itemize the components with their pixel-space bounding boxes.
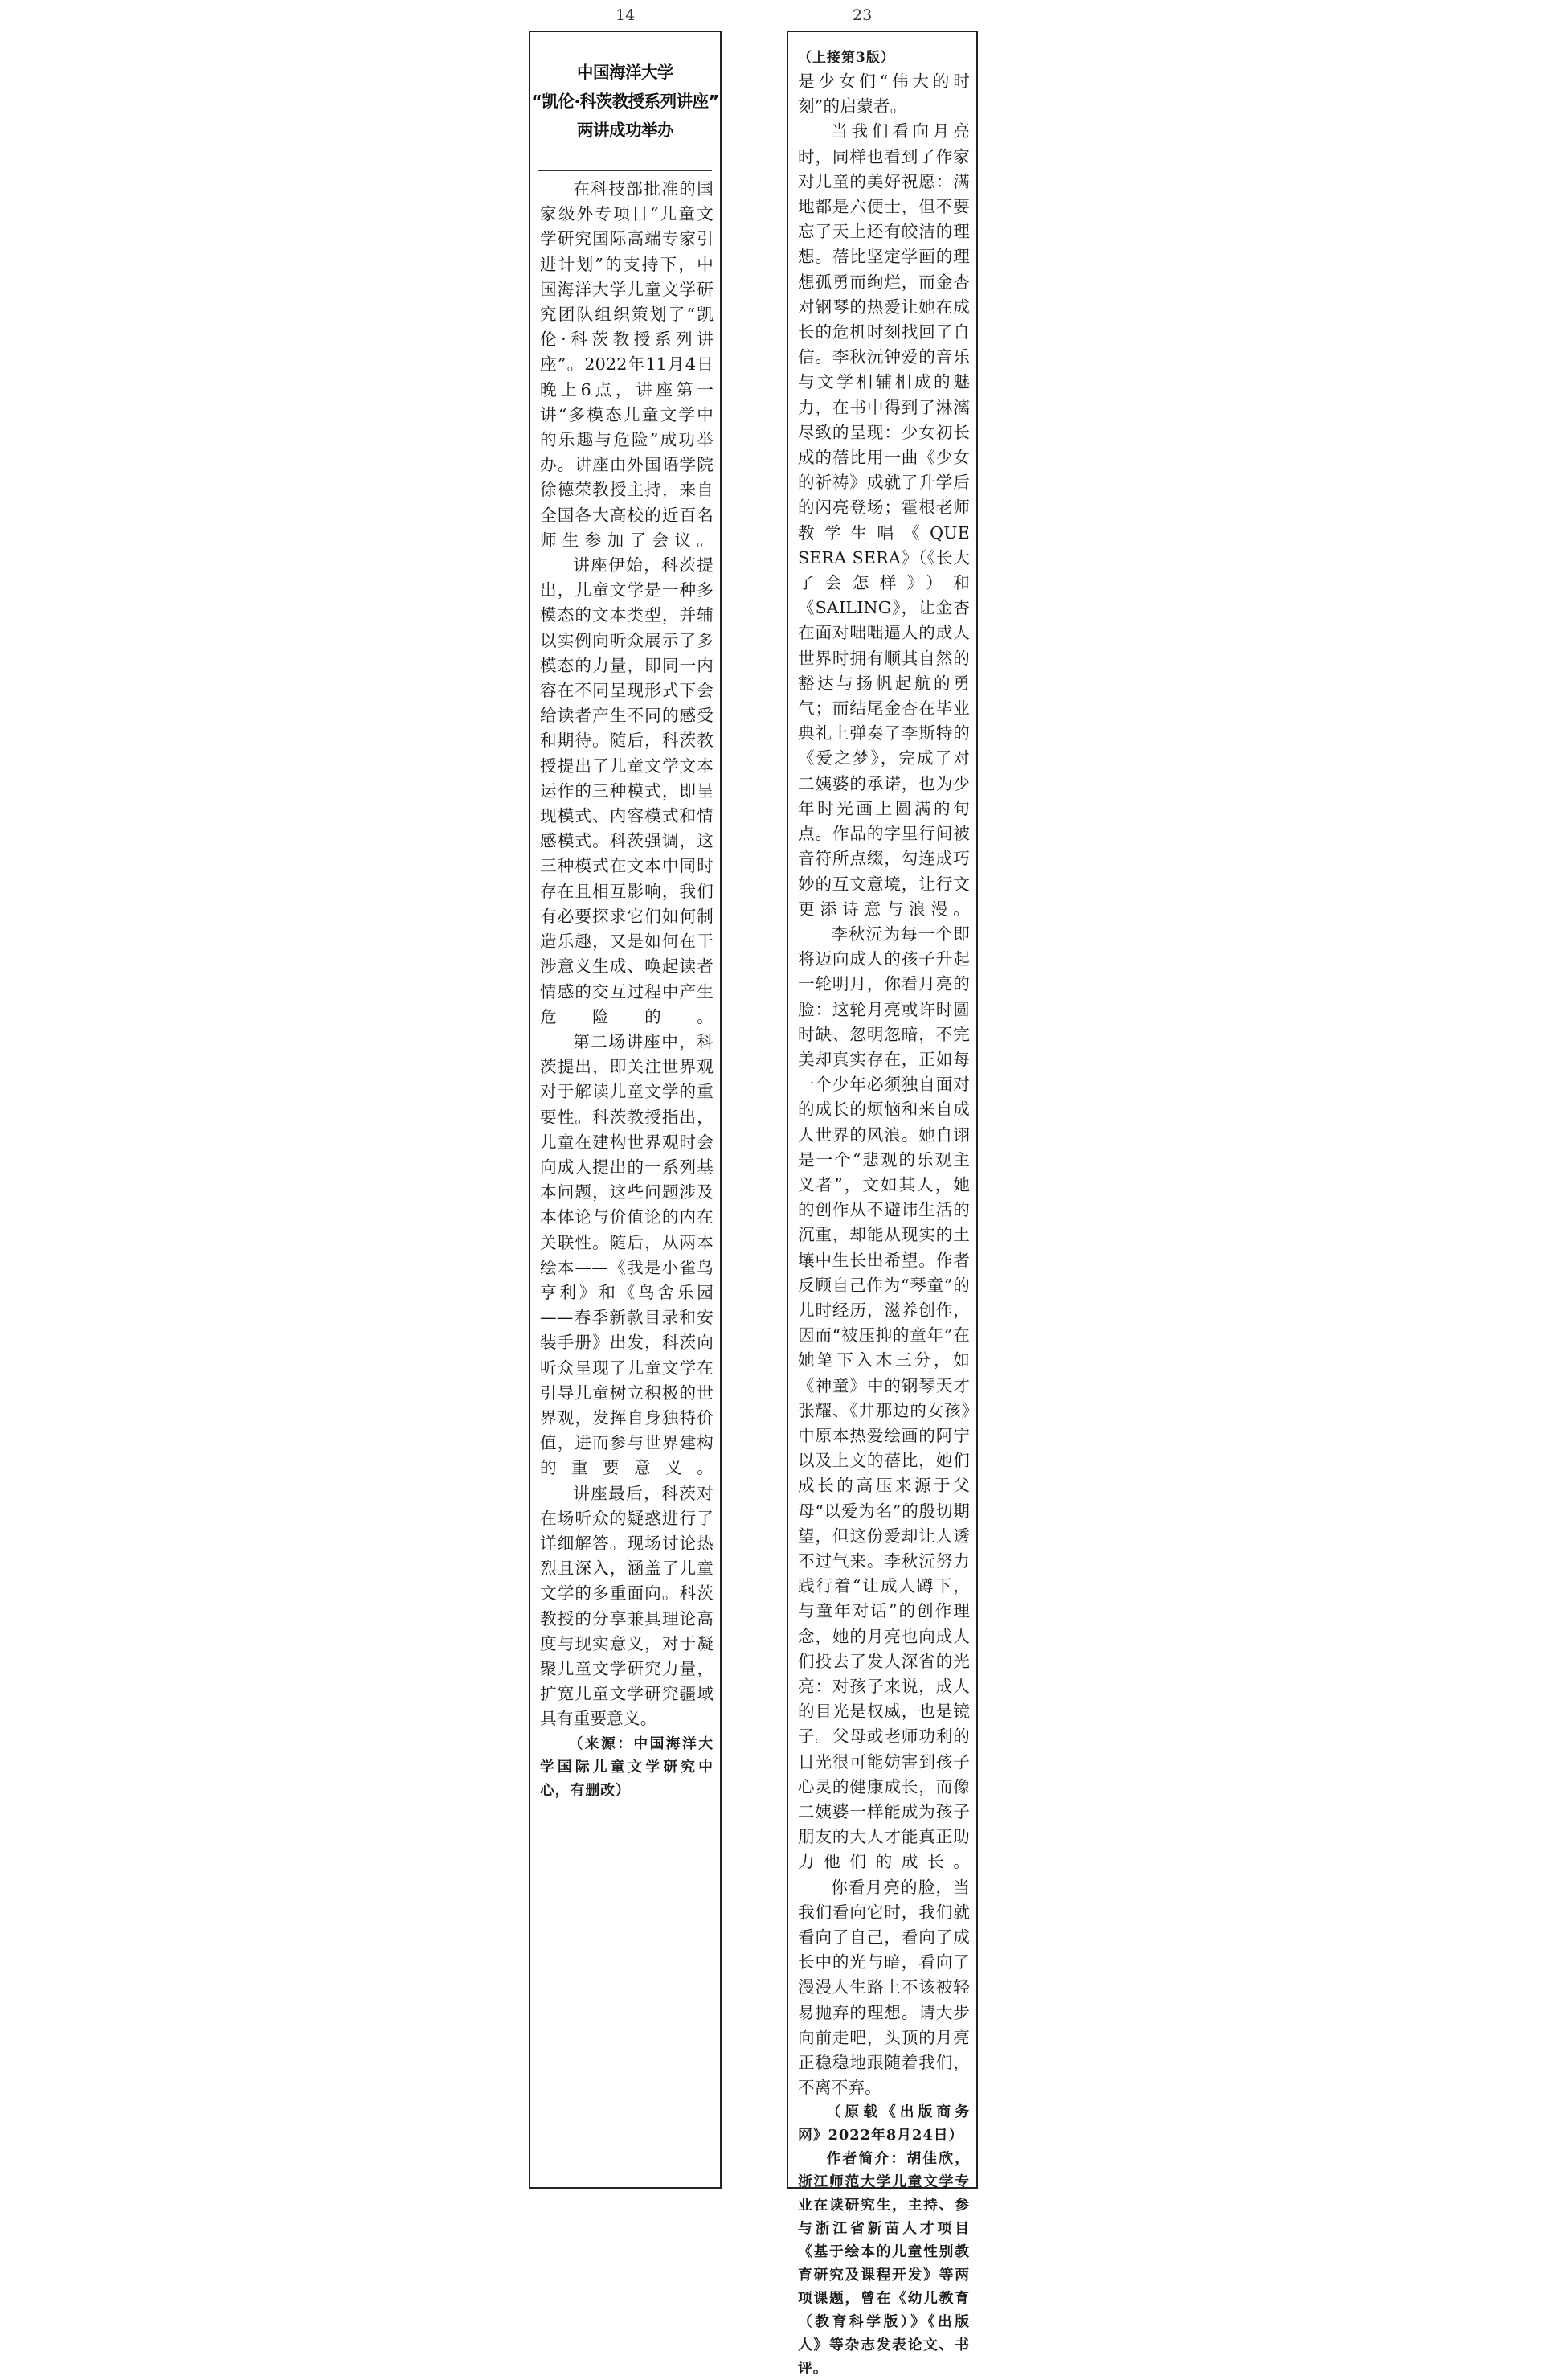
headline-line-2: “凯伦·科茨教授系列讲座” <box>531 92 719 111</box>
headline-divider <box>538 170 712 171</box>
author-label: 作者简介： <box>826 2150 907 2168</box>
source-note: （来源：中国海洋大学国际儿童文学研究中心，有删改） <box>540 1735 714 1799</box>
right-column <box>787 31 978 2378</box>
paragraph: 讲座伊始，科茨提出，儿童文学是一种多模态的文本类型，并辅以实例向听众展示了多模态的力量，即同一内容在不同呈现形式下会给读者产生不同的感受和期待。随后，科茨教授提出了儿童文学文本运作的三种模式，即呈现模式、内容模式和情感模式。科茨强调，这三种模式在文本中同时存在且相互影响，我们有必要探求它们如何制造乐趣，又是如何在干涉意义生成、唤起读者情感的交互过程中产生危险的。 <box>540 555 714 1026</box>
headline-line-3: 两讲成功举办 <box>577 121 673 140</box>
author-bio <box>798 2147 970 2380</box>
paragraph: 你看月亮的脸，当我们看向它时，我们就看向了自己，看向了成长中的光与暗，看向了漫漫人生路上不该被轻易抛弃的理想。请大步向前走吧，头顶的月亮正稳稳地跟随着我们，不离不弃。 <box>798 1877 970 2098</box>
page-number-left: 14 <box>616 6 636 24</box>
paragraph: 是少女们“伟大的时刻”的启蒙者。 <box>798 72 970 117</box>
author-bio-text: 胡佳欣，浙江师范大学儿童文学专业在读研究生，主持、参与浙江省新苗人才项目《基于绘本的儿童性别教育研究及课程开发》等两项课题，曾在《幼儿教育（教育科学版）》《出版人》等杂志发表论文、书评。 <box>798 2150 970 2378</box>
paragraph: 第二场讲座中，科茨提出，即关注世界观对于解读儿童文学的重要性。科茨教授指出，儿童在建构世界观时会向成人提出的一系列基本问题，这些问题涉及本体论与价值论的内在关联性。随后，从两本绘本——《我是小雀鸟亨利》和《鸟舍乐园——春季新款目录和安装手册》出发，科茨向听众呈现了儿童文学在引导儿童树立积极的世界观，发挥自身独特价值，进而参与世界建构的重要意义。 <box>540 1031 714 1478</box>
paragraph: 讲座最后，科茨对在场听众的疑惑进行了详细解答。现场讨论热烈且深入，涵盖了儿童文学的多重面向。科茨教授的分享兼具理论高度与现实意义，对于凝聚儿童文学研究力量，扩宽儿童文学研究疆域具有重要意义。 <box>540 1483 714 1729</box>
headline-line-1: 中国海洋大学 <box>577 63 673 82</box>
paragraph: 当我们看向月亮时，同样也看到了作家对儿童的美好祝愿：满地都是六便士，但不要忘了天上还有皎洁的理想。蓓比坚定学画的理想孤勇而绚烂，而金杏对钢琴的热爱让她在成长的危机时刻找回了自信。李秋沅钟爱的音乐与文学相辅相成的魅力，在书中得到了淋漓尽致的呈现：少女初长成的蓓比用一曲《少女的祈祷》成就了升学后的闪亮登场；霍根老师教学生唱《QUE SERA SERA》（《长大了会怎样》）和《SAILING》，让金杏在面对咄咄逼人的成人世界时拥有顺其自然的豁达与扬帆起航的勇气；而结尾金杏在毕业典礼上弹奏了李斯特的《爱之梦》，完成了对二姨婆的承诺，也为少年时光画上圆满的句点。作品的字里行间被音符所点缀，勾连成巧妙的互文意境，让行文更添诗意与浪漫。 <box>798 121 970 919</box>
left-column <box>529 31 722 2189</box>
paragraph: 李秋沅为每一个即将迈向成人的孩子升起一轮明月，你看月亮的脸：这轮月亮或许时圆时缺、忽明忽暗，不完美却真实存在，正如每一个少年必须独自面对的成长的烦恼和来自成人世界的风浪。她自诩是一个“悲观的乐观主义者”，文如其人，她的创作从不避讳生活的沉重，却能从现实的土壤中生长出希望。作者反顾自己作为“琴童”的儿时经历，滋养创作，因而“被压抑的童年”在她笔下入木三分，如《神童》中的钢琴天才张耀、《井那边的女孩》中原本热爱绘画的阿宁以及上文的蓓比，她们成长的高压来源于父母“以爱为名”的殷切期望，但这份爱却让人透不过气来。李秋沅努力践行着“让成人蹲下，与童年对话”的创作理念，她的月亮也向成人们投去了发人深省的光亮：对孩子来说，成人的目光是权威，也是镜子。父母或老师功利的目光很可能妨害到孩子心灵的健康成长，而像二姨婆一样能成为孩子朋友的大人才能真正助力他们的成长。 <box>798 924 970 1872</box>
page-number-right: 23 <box>853 6 873 24</box>
continued-note: （上接第3版） <box>798 50 895 66</box>
right-article-body <box>798 47 970 2380</box>
source-note: （原载《出版商务网》2022年8月24日） <box>798 2103 970 2144</box>
article-headline <box>530 58 720 145</box>
left-article-body <box>540 177 714 1802</box>
paragraph: 在科技部批准的国家级外专项目“儿童文学研究国际高端专家引进计划”的支持下，中国海洋大学儿童文学研究团队组织策划了“凯伦·科茨教授系列讲座”。2022年11月4日晚上6点，讲座第一讲“多模态儿童文学中的乐趣与危险”成功举办。讲座由外国语学院徐德荣教授主持，来自全国各大高校的近百名师生参加了会议。 <box>540 179 714 550</box>
